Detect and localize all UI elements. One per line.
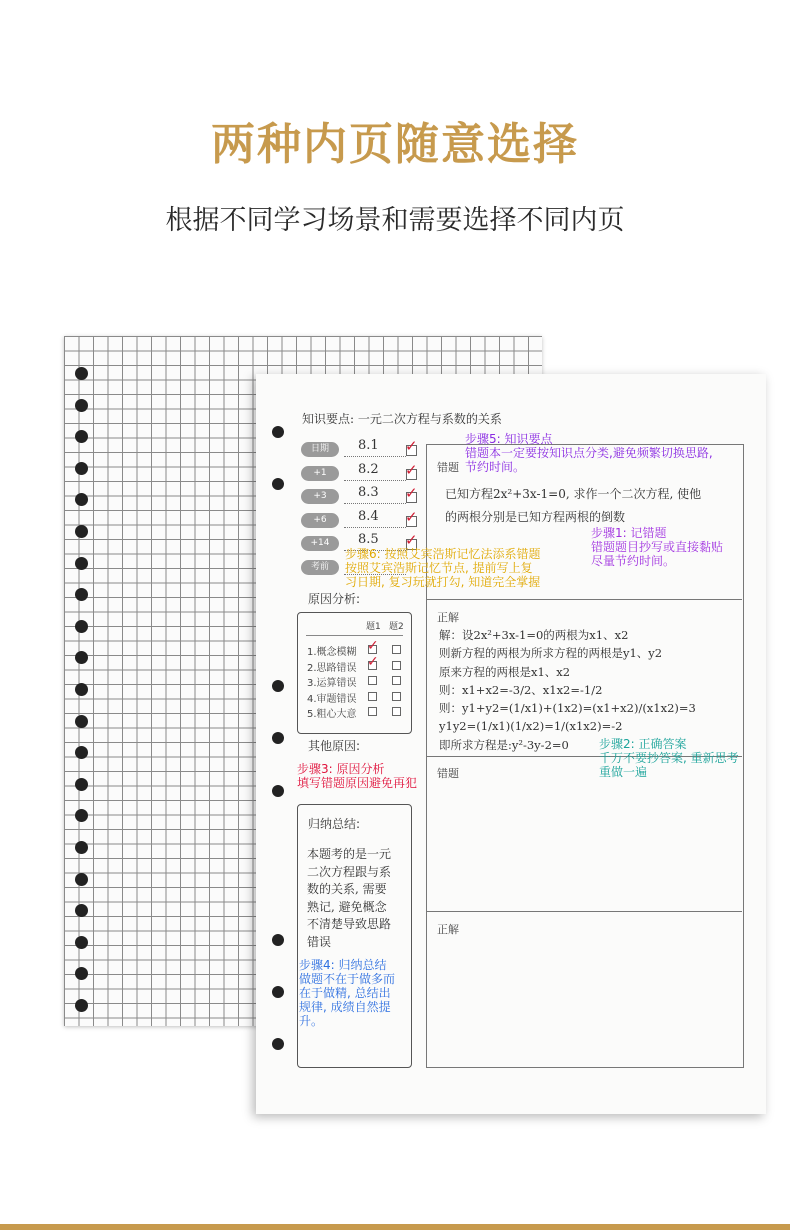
- cause-analysis-title: 原因分析:: [308, 592, 361, 606]
- cause-checkbox[interactable]: [392, 692, 401, 701]
- binder-hole: [272, 732, 284, 744]
- cause-checkbox[interactable]: [368, 707, 377, 716]
- annotation-step5: [465, 432, 713, 474]
- knowledge-point: 知识要点: 一元二次方程与系数的关系: [302, 412, 502, 426]
- annotation-line: 习日期, 复习玩就打勾, 知道完全掌握: [345, 575, 541, 589]
- solution-line: y1y2=(1/x1)(1/x2)=1/(x1x2)=-2: [439, 718, 623, 733]
- binder-hole: [75, 778, 88, 791]
- bottom-accent-bar: [0, 1224, 790, 1230]
- summary-line: 数的关系, 需要: [307, 882, 387, 896]
- binder-hole: [272, 680, 284, 692]
- check-mark-icon: ✓: [405, 484, 418, 502]
- binder-hole: [75, 873, 88, 886]
- annotation-line: 在于做精, 总结出: [299, 986, 391, 1000]
- cause-checkbox[interactable]: [392, 645, 401, 654]
- binder-hole: [75, 367, 88, 380]
- date-row-label: +14: [301, 536, 339, 551]
- annotation-line: 升。: [299, 1014, 324, 1028]
- summary-line: 熟记, 避免概念: [307, 899, 387, 914]
- annotation-line: 尽量节约时间。: [591, 554, 676, 568]
- date-row-label: 日期: [301, 442, 339, 457]
- check-mark-icon: ✓: [367, 638, 379, 654]
- binder-hole: [272, 986, 284, 998]
- summary-line: 错误: [307, 934, 332, 949]
- summary-line: 本题考的是一元: [307, 847, 392, 861]
- annotation-line: 规律, 成绩自然提: [299, 1000, 391, 1014]
- annotation-line: 做题不在于做多而: [299, 972, 396, 986]
- solution-line: 即所求方程是:y²-3y-2=0: [439, 737, 569, 752]
- correct-label-1: 正解: [437, 611, 459, 624]
- annotation-line: 按照艾宾浩斯记忆节点, 提前写上复: [345, 561, 533, 575]
- annotation-step6: [345, 547, 541, 589]
- check-mark-icon: ✓: [367, 653, 379, 670]
- step5-title: 步骤5: 知识要点: [465, 432, 553, 446]
- binder-hole: [75, 462, 88, 475]
- check-mark-icon: ✓: [405, 531, 418, 549]
- cause-item: 2.思路错误: [307, 662, 357, 674]
- binder-hole: [75, 746, 88, 759]
- step6-title: 步骤6: 按照艾宾浩斯记忆法添系错题: [345, 547, 541, 561]
- binder-hole: [75, 904, 88, 917]
- cause-checkbox[interactable]: [392, 661, 401, 670]
- binder-hole: [75, 841, 88, 854]
- summary-box: [297, 804, 412, 1068]
- annotation-line: 错题题目抄写或直接黏贴: [591, 540, 724, 554]
- binder-hole: [75, 588, 88, 601]
- question-line-1: 已知方程2x²+3x-1=0, 求作一个二次方程, 使他: [445, 487, 702, 501]
- solution-line: 解：设2x²+3x-1=0的两根为x1、x2: [439, 628, 629, 642]
- binder-hole: [272, 785, 284, 797]
- date-row-value: 8.4: [358, 508, 379, 524]
- binder-hole: [272, 934, 284, 946]
- binder-hole: [75, 525, 88, 538]
- binder-hole: [75, 967, 88, 980]
- check-mark-icon: ✓: [405, 460, 418, 479]
- cause-header-q1: 题1: [366, 622, 381, 632]
- page-subtitle: 根据不同学习场景和需要选择不同内页: [165, 205, 625, 236]
- cause-header-q2: 题2: [389, 622, 404, 632]
- binder-hole: [75, 557, 88, 570]
- wrong-label-1: 错题: [437, 461, 459, 474]
- date-row-label: 考前: [301, 560, 339, 575]
- cause-checkbox[interactable]: [368, 676, 377, 685]
- solution-line: 则：y1+y2=(1/x1)+(1x2)=(x1+x2)/(x1x2)=3: [439, 701, 696, 716]
- annotation-line: 千万不要抄答案, 重新思考: [599, 751, 739, 765]
- date-row-label: +1: [301, 466, 339, 481]
- step2-title: 步骤2: 正确答案: [599, 737, 687, 751]
- annotation-step4: [299, 958, 395, 1028]
- summary-line: 二次方程跟与系: [307, 864, 392, 879]
- annotation-line: 节约时间。: [465, 460, 526, 474]
- solution-line: 则新方程的两根为所求方程的两根是y1、y2: [439, 646, 663, 661]
- binder-hole: [75, 620, 88, 633]
- binder-hole: [75, 493, 88, 506]
- cause-checkbox[interactable]: [392, 707, 401, 716]
- other-cause-label: 其他原因:: [308, 739, 361, 753]
- binder-hole: [272, 426, 284, 438]
- question-line-2: 的两根分别是已知方程两根的倒数: [445, 510, 626, 524]
- date-row-value: 8.3: [358, 485, 379, 500]
- solution-line: 原来方程的两根是x1、x2: [439, 664, 571, 679]
- binder-hole: [272, 478, 284, 490]
- date-row-value: 8.1: [358, 438, 379, 453]
- solution-line: 则：x1+x2=-3/2、x1x2=-1/2: [439, 682, 603, 697]
- check-mark-icon: ✓: [405, 507, 418, 526]
- summary-title: 归纳总结:: [308, 817, 361, 831]
- check-mark-icon: ✓: [405, 437, 418, 455]
- cause-checkbox[interactable]: [392, 676, 401, 685]
- cause-item: 5.粗心大意: [307, 709, 357, 720]
- step4-title: 步骤4: 归纳总结: [299, 958, 387, 972]
- step1-title: 步骤1: 记错题: [591, 526, 667, 540]
- page-title: 两种内页随意选择: [211, 119, 579, 170]
- cause-item: 4.审题错误: [307, 693, 357, 705]
- binder-hole: [75, 651, 88, 664]
- annotation-step3: [297, 762, 417, 790]
- annotation-step1: [591, 526, 723, 568]
- date-row-value: 8.2: [358, 461, 379, 477]
- binder-hole: [75, 999, 88, 1012]
- wrong-label-2: 错题: [437, 767, 459, 780]
- binder-hole: [75, 430, 88, 443]
- date-row-label: +3: [301, 489, 339, 504]
- binder-hole: [75, 809, 88, 822]
- annotation-step2: [599, 737, 739, 779]
- binder-hole: [75, 715, 88, 728]
- date-row-label: +6: [301, 513, 339, 528]
- annotation-line: 填写错题原因避免再犯: [297, 776, 418, 790]
- step3-title: 步骤3: 原因分析: [297, 762, 385, 776]
- cause-item: 3.运算错误: [307, 678, 357, 689]
- cause-checkbox[interactable]: [368, 692, 377, 701]
- binder-hole: [75, 683, 88, 696]
- summary-line: 不清楚导致思路: [307, 917, 392, 931]
- binder-hole: [272, 1038, 284, 1050]
- annotation-line: 错题本一定要按知识点分类,避免频繁切换思路,: [465, 446, 713, 460]
- cause-item: 1.概念模糊: [307, 647, 357, 658]
- binder-hole: [75, 936, 88, 949]
- correct-label-2: 正解: [437, 923, 459, 936]
- annotation-line: 重做一遍: [599, 765, 648, 779]
- cause-analysis-box: [297, 612, 412, 734]
- date-row-value: 8.5: [358, 532, 379, 547]
- binder-hole: [75, 399, 88, 412]
